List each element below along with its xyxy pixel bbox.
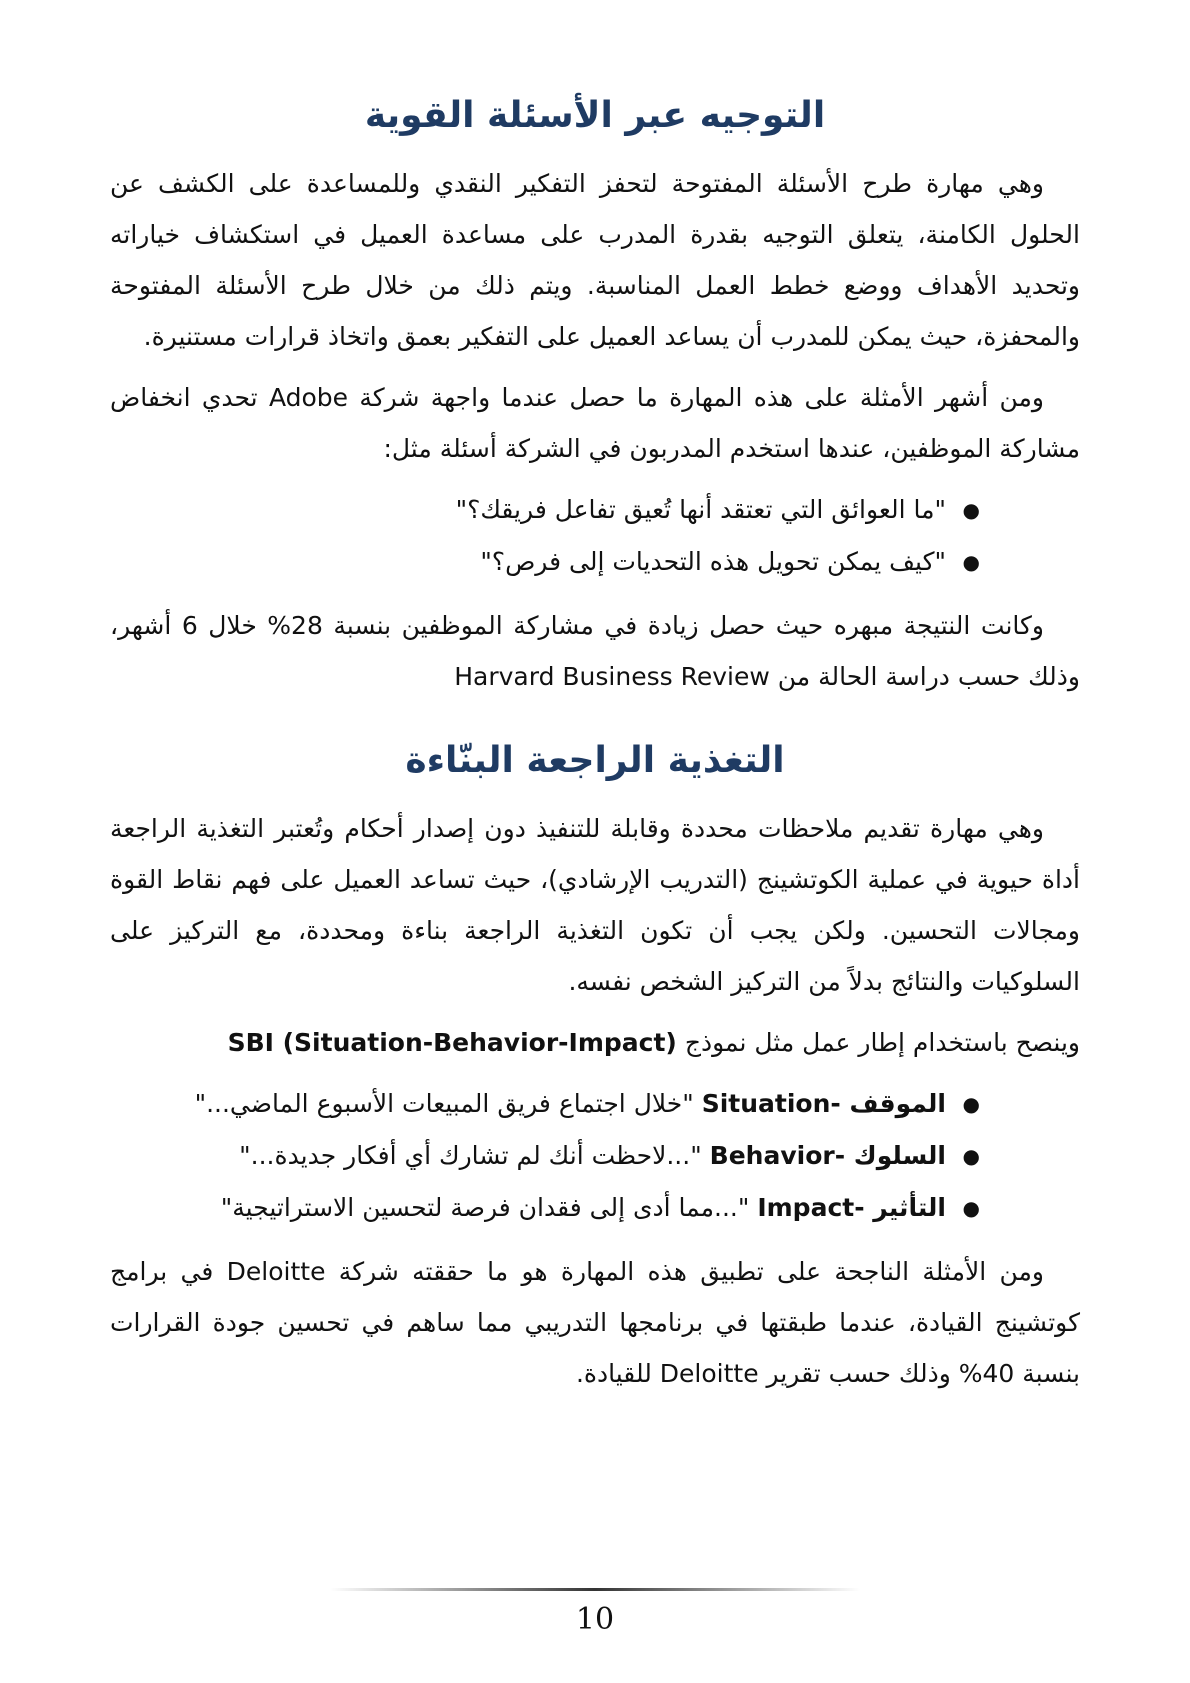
bullet-list-questions [110,484,1080,588]
list-item [110,1130,980,1182]
page-number: 10 [575,1602,615,1637]
paragraph-3: وكانت النتيجة مبهره حيث حصل زيادة في مشاركة الموظفين بنسبة 28% خلال 6 أشهر، وذلك حسب دراسة الحالة من Harvard Business Review [110,611,1080,691]
sbi-example: "خلال اجتماع فريق المبيعات الأسبوع الماضي..." [194,1089,694,1118]
paragraph-2: ومن أشهر الأمثلة على هذه المهارة ما حصل عندما واجهة شركة Adobe تحدي انخفاض مشاركة الموظفين، عندها استخدم المدربون في الشركة أسئلة مثل: [110,383,1080,463]
sbi-label: الموقف -Situation [701,1089,946,1118]
list-item [110,1078,980,1130]
bullet-icon: ● [962,498,980,522]
list-item-text: "ما العوائق التي تعتقد أنها تُعيق تفاعل فريقك؟" [455,495,946,524]
list-item-text: "كيف يمكن تحويل هذه التحديات إلى فرص؟" [480,547,946,576]
list-item [110,1182,980,1234]
sbi-example: "...مما أدى إلى فقدان فرصة لتحسين الاستراتيجية" [220,1193,750,1222]
sbi-example: "...لاحظت أنك لم تشارك أي أفكار جديدة..." [239,1141,702,1170]
section-title-constructive-feedback: التغذية الراجعة البنّاءة [405,740,785,781]
bullet-icon: ● [962,1196,980,1220]
paragraph-5-text: وينصح باستخدام إطار عمل مثل نموذج [684,1028,1080,1057]
list-item [110,484,980,536]
paragraph-5 [110,1017,1080,1068]
list-item [110,536,980,588]
bullet-icon: ● [962,550,980,574]
sbi-model-name: SBI (Situation-Behavior-Impact) [227,1028,677,1057]
document-page [110,95,1080,1409]
bullet-icon: ● [962,1144,980,1168]
paragraph-1: وهي مهارة طرح الأسئلة المفتوحة لتحفز التفكير النقدي وللمساعدة على الكشف عن الحلول الكامنة، يتعلق التوجيه بقدرة المدرب على مساعدة العميل في استكشاف خياراته وتحديد الأهداف ووضع خطط العمل المناسبة. ويتم ذلك من خلال طرح الأسئلة المفتوحة والمحفزة، حيث يمكن للمدرب أن يساعد العميل على التفكير بعمق واتخاذ قرارات مستنيرة. [110,169,1080,351]
bullet-list-sbi [110,1078,1080,1234]
paragraph-6: ومن الأمثلة الناجحة على تطبيق هذه المهارة هو ما حققته شركة Deloitte في برامج كوتشينج القيادة، عندما طبقتها في برنامجها التدريبي مما ساهم في تحسين جودة القرارات بنسبة 40% وذلك حسب تقرير Deloitte للقيادة. [110,1257,1080,1388]
bullet-icon: ● [962,1092,980,1116]
sbi-label: السلوك -Behavior [709,1141,946,1170]
footer-divider [330,1588,860,1591]
section-title-powerful-questions: التوجيه عبر الأسئلة القوية [364,95,826,136]
sbi-label: التأثير -Impact [757,1193,946,1222]
paragraph-4: وهي مهارة تقديم ملاحظات محددة وقابلة للتنفيذ دون إصدار أحكام وتُعتبر التغذية الراجعة أداة حيوية في عملية الكوتشينج (التدريب الإرشادي)، حيث تساعد العميل على فهم نقاط القوة ومجالات التحسين. ولكن يجب أن تكون التغذية الراجعة بناءة ومحددة، مع التركيز على السلوكيات والنتائج بدلاً من التركيز الشخص نفسه. [110,814,1080,996]
